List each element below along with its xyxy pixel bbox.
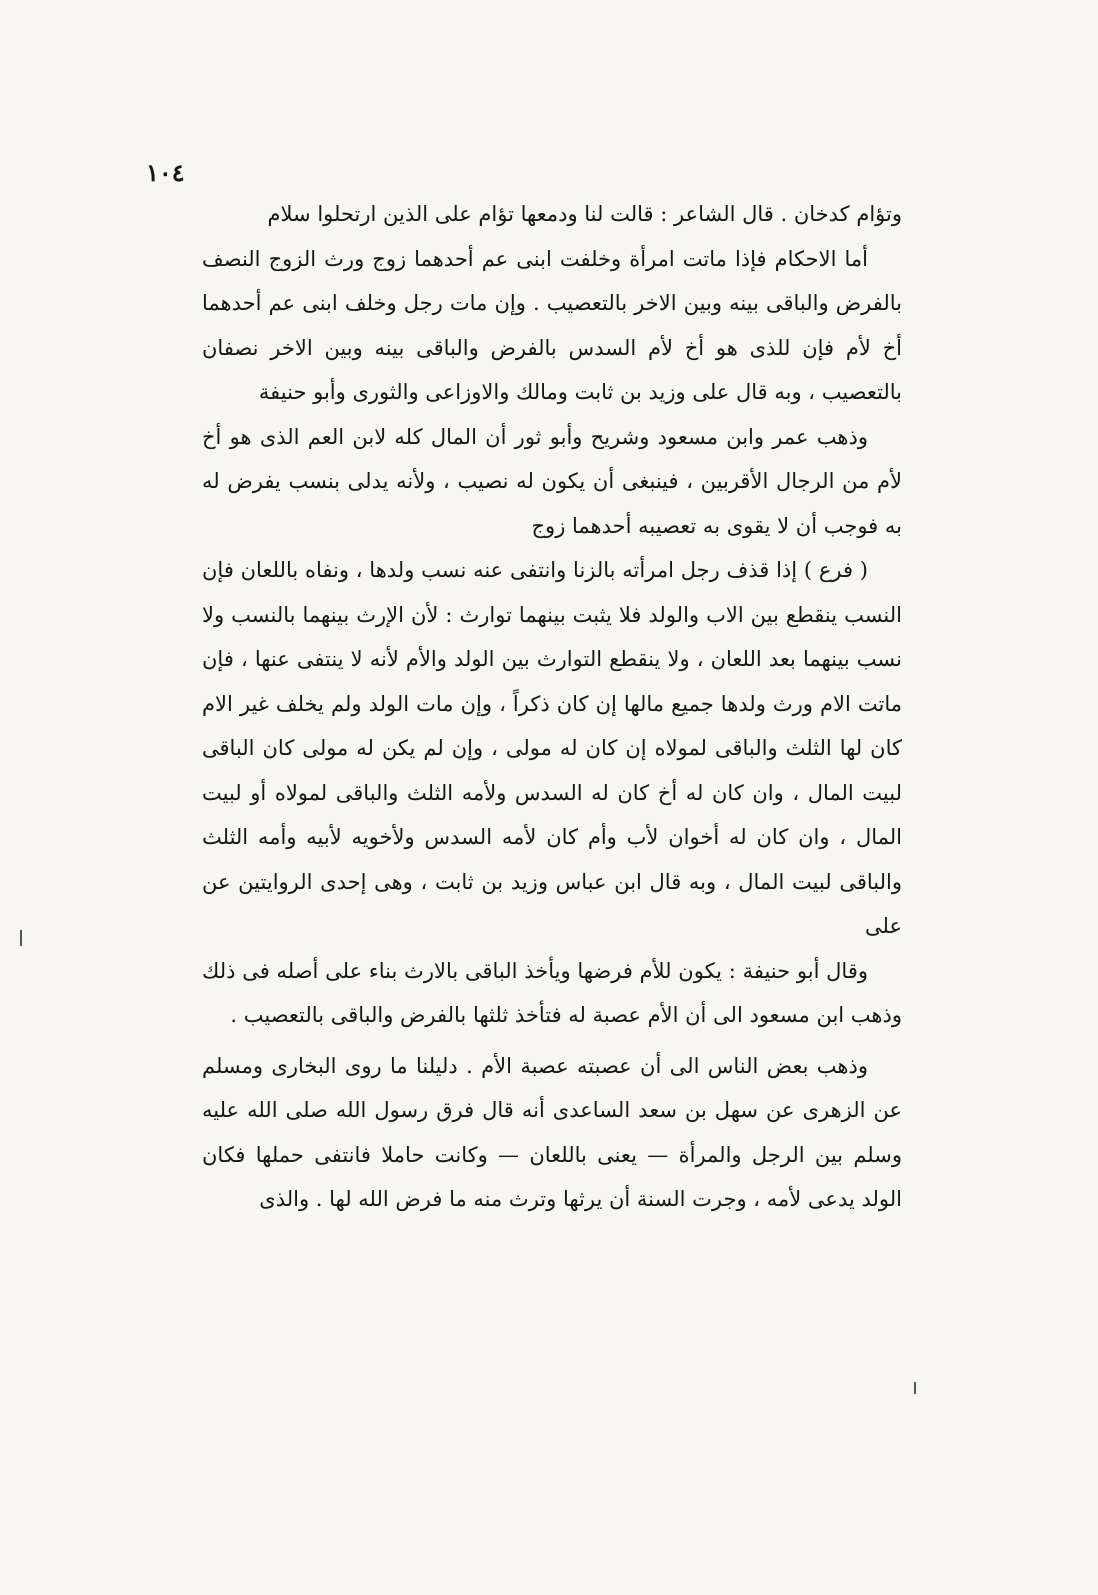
scan-mark <box>914 1382 916 1394</box>
paragraph: وذهب بعض الناس الى أن عصبته عصبة الأم . دليلنا ما روى البخارى ومسلم عن الزهرى عن سهل بن سعد الساعدى أنه قال فرق رسول الله صلى الله عليه وسلم بين الرجل والمرأة — يعنى باللعان — وكانت حاملا فانتفى حملها فكان الولد يدعى لأمه ، وجرت السنة أن يرثها وترث منه ما فرض الله لها . والذى <box>202 1053 902 1211</box>
body-text <box>202 192 902 1222</box>
paragraph: وقال أبو حنيفة : يكون للأم فرضها ويأخذ الباقى بالارث بناء على أصله فى ذلك وذهب ابن مسعود الى أن الأم عصبة له فتأخذ ثلثها بالفرض والباقى بالتعصيب . <box>202 958 902 1027</box>
scan-mark <box>20 930 22 946</box>
paragraph: وذهب عمر وابن مسعود وشريح وأبو ثور أن المال كله لابن العم الذى هو أخ لأم من الرجال الأقربين ، فينبغى أن يكون له نصيب ، ولأنه يدلى بنسب يفرض له به فوجب أن لا يقوى به تعصيبه أحدهما زوج <box>202 424 902 538</box>
paragraph: أما الاحكام فإذا ماتت امرأة وخلفت ابنى عم أحدهما زوج ورث الزوج النصف بالفرض والباقى بينه وبين الاخر بالتعصيب . وإن مات رجل وخلف ابنى عم أحدهما أخ لأم فإن للذى هو أخ لأم السدس بالفرض والباقى بينه وبين الاخر نصفان بالتعصيب ، وبه قال على وزيد بن ثابت ومالك والاوزاعى والثورى وأبو حنيفة <box>202 246 902 404</box>
paragraph: وتؤام كدخان . قال الشاعر : قالت لنا ودمعها تؤام على الذين ارتحلوا سلام <box>267 202 902 226</box>
page-number: ١٠٤ <box>146 158 185 187</box>
paragraph: ( فرع ) إذا قذف رجل امرأته بالزنا وانتفى عنه نسب ولدها ، ونفاه باللعان فإن النسب ينقطع بين الاب والولد فلا يثبت بينهما توارث : لأن الإرث بينهما بالنسب ولا نسب بينهما بعد اللعان ، ولا ينقطع التوارث بين الولد والأم لأنه لا ينتفى عنها ، فإن ماتت الام ورث ولدها جميع مالها إن كان ذكراً ، وإن مات الولد ولم يخلف غير الام كان لها الثلث والباقى لمولاه إن كان له مولى ، وإن لم يكن له مولى كان الباقى لبيت المال ، وان كان له أخ كان له السدس ولأمه الثلث والباقى لمولاه أو لبيت المال ، وان كان له أخوان لأب وأم كان لأمه السدس ولأخويه لأبيه وأمه الثلث والباقى لبيت المال ، وبه قال ابن عباس وزيد بن ثابت ، وهى إحدى الروايتين عن على <box>202 558 902 938</box>
